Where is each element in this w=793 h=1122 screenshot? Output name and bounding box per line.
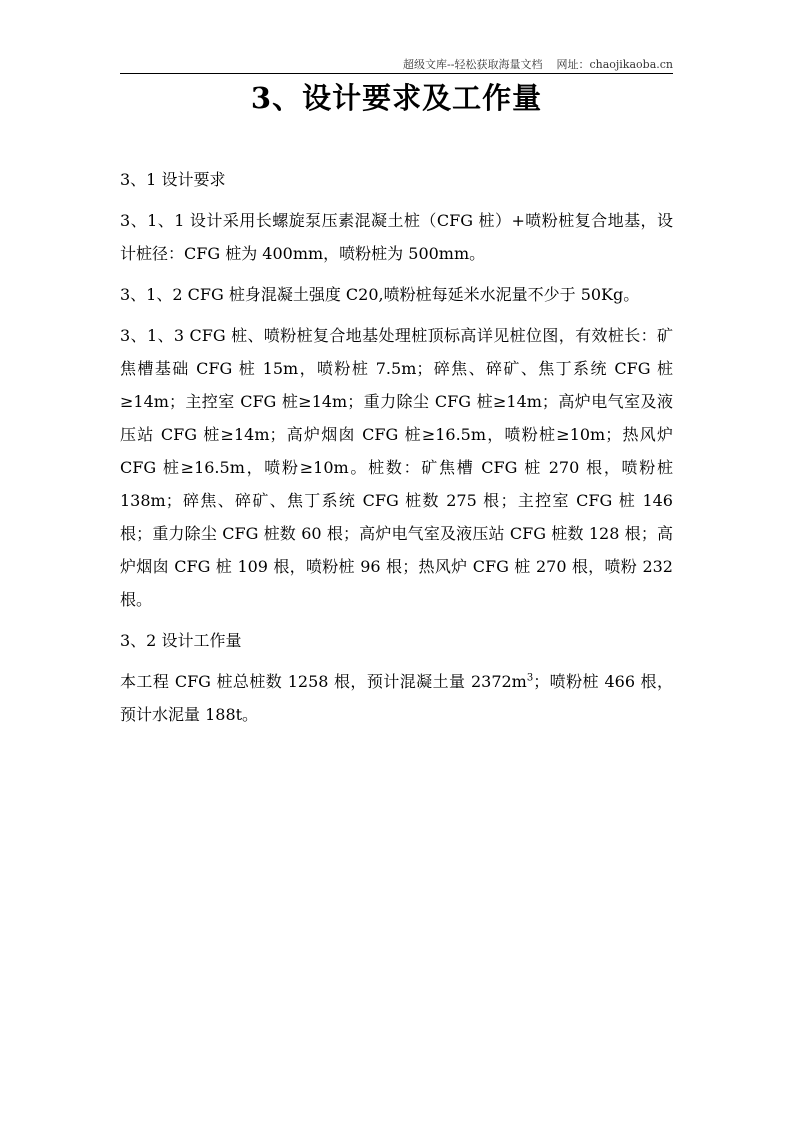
page-header [403,56,673,72]
workload-text-part2: ；喷粉桩 466 根，预计水泥量 188t。 [120,672,673,724]
paragraph-3-1-2: 3、1、2 CFG 桩身混凝土强度 C20,喷粉桩每延米水泥量不少于 50Kg。 [120,285,640,304]
header-site-name: 超级文库--轻松获取海量文档 [403,58,543,71]
page-title: 3、设计要求及工作量 [250,81,543,115]
cubic-superscript: 3 [526,672,534,684]
paragraph-3-1-3: 3、1、3 CFG 桩、喷粉桩复合地基处理桩顶标高详见桩位图，有效桩长：矿焦槽基础 CFG 桩 15m，喷粉桩 7.5m；碎焦、碎矿、焦丁系统 CFG 桩≥14m；主控室 CFG 桩≥14m；重力除尘 CFG 桩≥14m；高炉电气室及液压站 CFG 桩≥14m；高炉烟囱 CFG 桩≥16.5m，喷粉桩≥10m；热风炉 CFG 桩≥16.5m，喷粉≥10m。桩数：矿焦槽 CFG 桩 270 根，喷粉桩 138m；碎焦、碎矿、焦丁系统 CFG 桩数 275 根；主控室 CFG 桩 146 根；重力除尘 CFG 桩数 60 根；高炉电气室及液压站 CFG 桩数 128 根；高炉烟囱 CFG 桩 109 根，喷粉桩 96 根；热风炉 CFG 桩 270 根，喷粉 232 根。 [120,326,673,609]
paragraph-3-1-1: 3、1、1 设计采用长螺旋泵压素混凝土桩（CFG 桩）+喷粉桩复合地基，设计桩径：CFG 桩为 400mm，喷粉桩为 500mm。 [120,211,673,263]
workload-text-part1: 本工程 CFG 桩总桩数 1258 根，预计混凝土量 2372m [120,672,527,691]
paragraph-workload [120,665,673,731]
document-body [120,163,673,739]
section-heading-3-2: 3、2 设计工作量 [120,631,242,650]
header-divider [120,73,673,74]
section-heading-3-1: 3、1 设计要求 [120,170,226,189]
header-url: 网址：chaojikaoba.cn [556,58,673,71]
